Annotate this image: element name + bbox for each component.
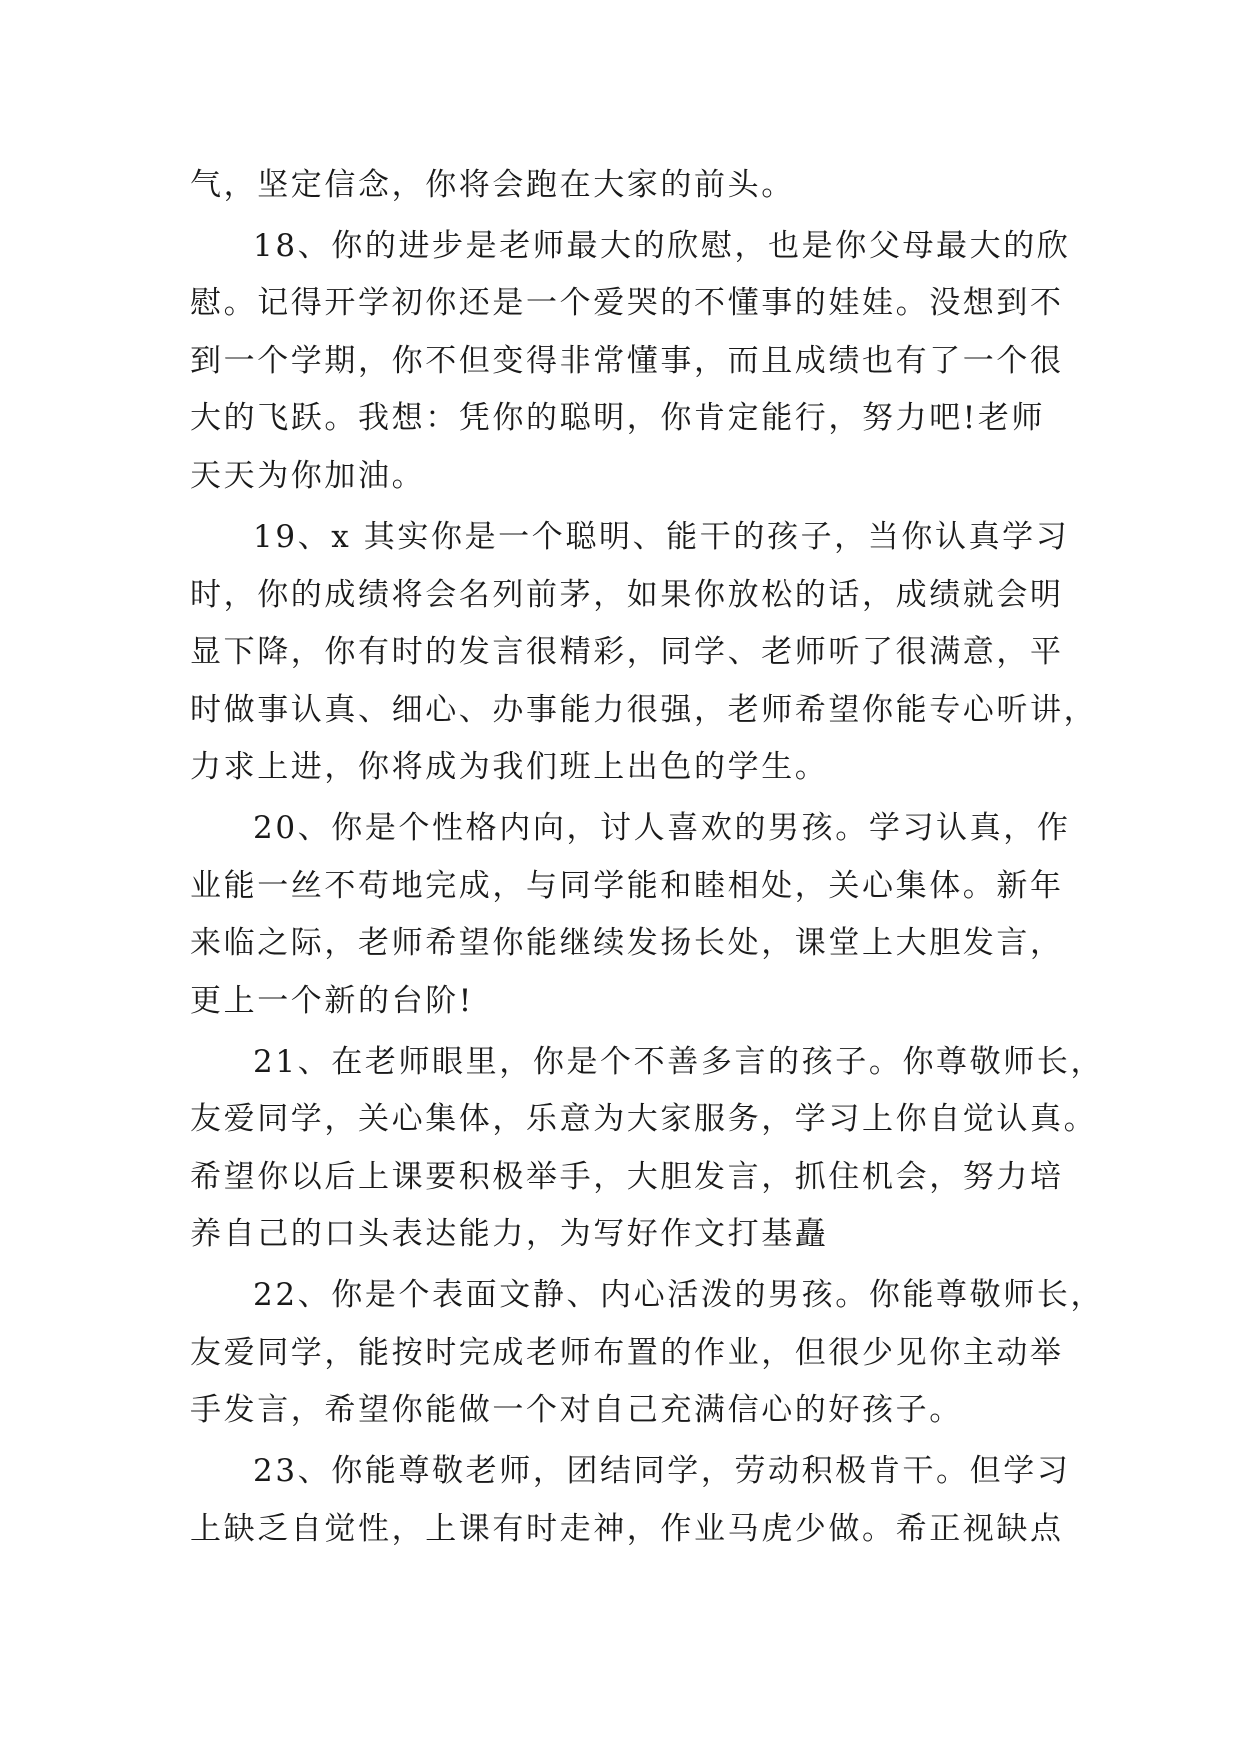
text-line: 力求上进，你将成为我们班上出色的学生。 xyxy=(190,749,829,785)
text-line: 上缺乏自觉性，上课有时走神，作业马虎少做。希正视缺点 xyxy=(190,1511,1064,1547)
text-line: 时，你的成绩将会名列前茅，如果你放松的话，成绩就会明 xyxy=(190,577,1064,613)
paragraph-19-line: 19、x 其实你是一个聪明、能干的孩子，当你认真学习 xyxy=(253,519,1070,555)
text-line: 手发言，希望你能做一个对自己充满信心的好孩子。 xyxy=(190,1392,963,1428)
text-line: 友爱同学，关心集体，乐意为大家服务，学习上你自觉认真。 xyxy=(190,1101,1098,1137)
paragraph-18-line: 18、你的进步是老师最大的欣慰，也是你父母最大的欣 xyxy=(253,228,1071,264)
paragraph-22-line: 22、你是个表面文静、内心活泼的男孩。你能尊敬师长， xyxy=(253,1277,1105,1313)
text-line: 养自己的口头表达能力，为写好作文打基矗 xyxy=(190,1216,829,1252)
text-line: 大的飞跃。我想：凭你的聪明，你肯定能行，努力吧!老师 xyxy=(190,400,1046,436)
text-line: 天天为你加油。 xyxy=(190,458,426,494)
text-line: 到一个学期，你不但变得非常懂事，而且成绩也有了一个很 xyxy=(190,343,1064,379)
text-line: 更上一个新的台阶! xyxy=(190,983,474,1019)
text-line: 友爱同学，能按时完成老师布置的作业，但很少见你主动举 xyxy=(190,1335,1064,1371)
paragraph-21-line: 21、在老师眼里，你是个不善多言的孩子。你尊敬师长， xyxy=(253,1044,1105,1080)
text-line: 希望你以后上课要积极举手，大胆发言，抓住机会，努力培 xyxy=(190,1159,1064,1195)
paragraph-23-line: 23、你能尊敬老师，团结同学，劳动积极肯干。但学习 xyxy=(253,1453,1071,1489)
paragraph-20-line: 20、你是个性格内向，讨人喜欢的男孩。学习认真，作 xyxy=(253,810,1071,846)
text-line: 气，坚定信念，你将会跑在大家的前头。 xyxy=(190,167,795,203)
text-line: 显下降，你有时的发言很精彩，同学、老师听了很满意，平 xyxy=(190,634,1064,670)
text-line: 业能一丝不苟地完成，与同学能和睦相处，关心集体。新年 xyxy=(190,868,1064,904)
text-line: 慰。记得开学初你还是一个爱哭的不懂事的娃娃。没想到不 xyxy=(190,285,1064,321)
text-line: 时做事认真、细心、办事能力很强，老师希望你能专心听讲， xyxy=(190,692,1098,728)
text-line: 来临之际，老师希望你能继续发扬长处，课堂上大胆发言， xyxy=(190,925,1064,961)
